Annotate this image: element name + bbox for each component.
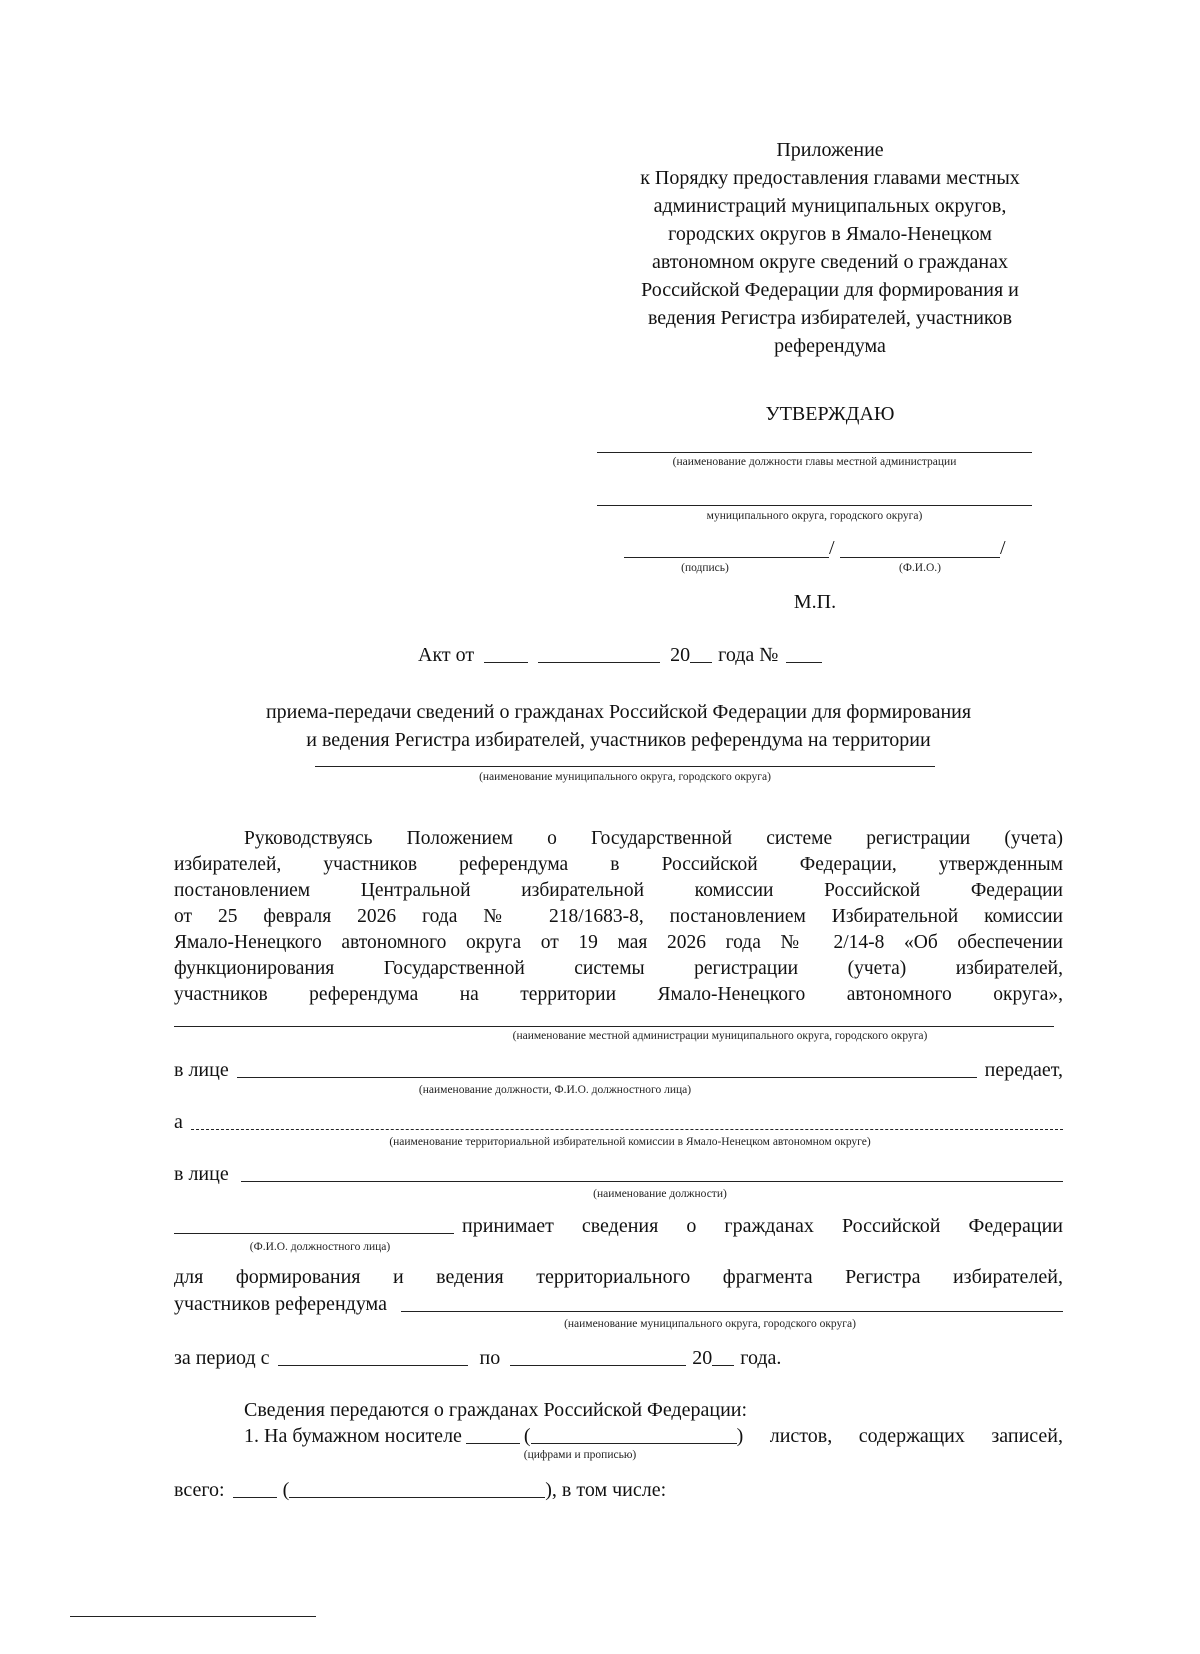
period-suffix: года. (740, 1347, 782, 1369)
item1-words-field[interactable] (531, 1443, 737, 1444)
info-intro: Сведения передаются о гражданах Российской Федерации: (244, 1399, 748, 1421)
appendix-block (590, 136, 1070, 360)
approval-fio-line[interactable] (840, 557, 1000, 558)
position-field[interactable] (241, 1181, 1063, 1182)
approval-okrug-line[interactable] (597, 505, 1032, 506)
paragraph-line-4: от 25 февраля 2026 года № 218/1683-8, постановлением Избирательной комиссии (174, 906, 1063, 927)
act-title (174, 698, 1063, 754)
digits-caption: (цифрами и прописью) (523, 1449, 637, 1461)
total-close: ), в том числе: (545, 1479, 667, 1501)
act-day-field[interactable] (484, 662, 528, 663)
act-number-row (418, 643, 822, 667)
in-person-label: в лице (174, 1059, 229, 1081)
appendix-line-4: автономном округе сведений о гражданах (651, 251, 1009, 273)
approval-fio-caption: (Ф.И.О.) (899, 562, 941, 574)
approval-signature-line[interactable] (624, 557, 829, 558)
formation-line-2: участников референдума (174, 1293, 387, 1315)
act-title-line-2: и ведения Регистра избирателей, участников референдума на территории (306, 729, 931, 751)
footnote-separator (70, 1616, 316, 1617)
approval-position-caption: (наименование должности главы местной администрации (672, 456, 957, 468)
in-person2-label: в лице (174, 1163, 229, 1185)
paragraph-line-3: постановлением Центральной избирательной комиссии Российской Федерации (174, 880, 1063, 901)
approval-heading: УТВЕРЖДАЮ (765, 403, 895, 425)
paragraph-line-1: Руководствуясь Положением о Государственной системе регистрации (учета) (244, 828, 1063, 849)
accepts-text: принимает сведения о гражданах Российской Федерации (462, 1215, 1063, 1237)
period-year-prefix: 20 (692, 1347, 713, 1369)
territory-field[interactable] (401, 1311, 1063, 1312)
appendix-line-1: к Порядку предоставления главами местных (640, 167, 1020, 189)
approval-position-line[interactable] (597, 452, 1032, 453)
period-from-label: за период с (174, 1347, 270, 1369)
period-to-label: по (479, 1347, 501, 1369)
act-year-field[interactable] (690, 662, 712, 663)
appendix-line-7: референдума (774, 335, 886, 357)
act-territory-caption: (наименование муниципального округа, городского округа) (479, 771, 771, 783)
formation-line-1: для формирования и ведения территориального фрагмента Регистра избирателей, (174, 1266, 1063, 1288)
paragraph-line-6: функционирования Государственной системы регистрации (учета) избирателей, (174, 958, 1063, 979)
a-label: а (174, 1111, 183, 1133)
total-row (174, 1478, 666, 1502)
period-to-field[interactable] (510, 1365, 686, 1366)
admin-name-caption: (наименование местной администрации муниципального округа, городского округа) (512, 1030, 928, 1042)
act-territory-line[interactable] (315, 766, 935, 767)
total-label: всего: (174, 1479, 225, 1501)
appendix-line-3: городских округов в Ямало-Ненецком (668, 223, 992, 245)
act-year-prefix: 20 (670, 644, 691, 666)
commission-field[interactable] (191, 1129, 1063, 1130)
appendix-title: Приложение (776, 139, 884, 161)
act-number-field[interactable] (786, 662, 822, 663)
appendix-line-6: ведения Регистра избирателей, участников (647, 307, 1013, 329)
official-fio-caption: (Ф.И.О. должностного лица) (249, 1241, 391, 1253)
commission-caption: (наименование территориальной избирательной комиссии в Ямало-Ненецком автономном округе) (389, 1136, 871, 1148)
item1-open: ( (523, 1425, 531, 1447)
transfers-label: передает, (984, 1059, 1063, 1081)
position-caption: (наименование должности) (593, 1188, 727, 1200)
territory-caption: (наименование муниципального округа, городского округа) (564, 1318, 856, 1330)
commission-row (174, 1110, 1063, 1134)
approval-okrug-caption: муниципального округа, городского округа) (706, 510, 923, 522)
item1-prefix: 1. На бумажном носителе (244, 1425, 462, 1447)
act-year-suffix: года № (718, 644, 779, 666)
item1-sheets-field[interactable] (466, 1443, 520, 1444)
accepts-row (174, 1214, 1063, 1238)
paragraph-line-5: Ямало-Ненецкого автономного округа от 19 мая 2026 года № 2/14-8 «Об обеспечении (174, 932, 1063, 953)
total-words-field[interactable] (289, 1497, 545, 1498)
in-person-row (174, 1058, 1063, 1082)
period-row (174, 1346, 781, 1370)
item1-row (244, 1424, 1063, 1448)
period-year-field[interactable] (712, 1365, 734, 1366)
total-open: ( (282, 1479, 290, 1501)
position-fio-field[interactable] (237, 1077, 977, 1078)
act-prefix: Акт от (418, 644, 475, 666)
in-person2-row (174, 1162, 1063, 1186)
position-fio-caption: (наименование должности, Ф.И.О. должностного лица) (418, 1084, 692, 1096)
period-from-field[interactable] (278, 1365, 468, 1366)
act-month-field[interactable] (538, 662, 660, 663)
item1-close: ) листов, содержащих записей, (736, 1425, 1063, 1447)
approval-slash-1: / (829, 537, 835, 559)
appendix-line-2: администраций муниципальных округов, (653, 195, 1007, 217)
approval-slash-2: / (1000, 537, 1006, 559)
admin-name-line[interactable] (174, 1026, 1054, 1027)
total-number-field[interactable] (233, 1497, 277, 1498)
stamp-mark: М.П. (793, 591, 837, 613)
official-fio-field[interactable] (174, 1233, 454, 1234)
formation-row-2 (174, 1292, 1063, 1316)
act-title-line-1: приема-передачи сведений о гражданах Российской Федерации для формирования (265, 701, 972, 723)
paragraph-line-2: избирателей, участников референдума в Российской Федерации, утвержденным (174, 854, 1063, 875)
paragraph-line-7: участников референдума на территории Ямало-Ненецкого автономного округа», (174, 984, 1063, 1005)
approval-signature-caption: (подпись) (681, 562, 729, 574)
appendix-line-5: Российской Федерации для формирования и (641, 279, 1019, 301)
